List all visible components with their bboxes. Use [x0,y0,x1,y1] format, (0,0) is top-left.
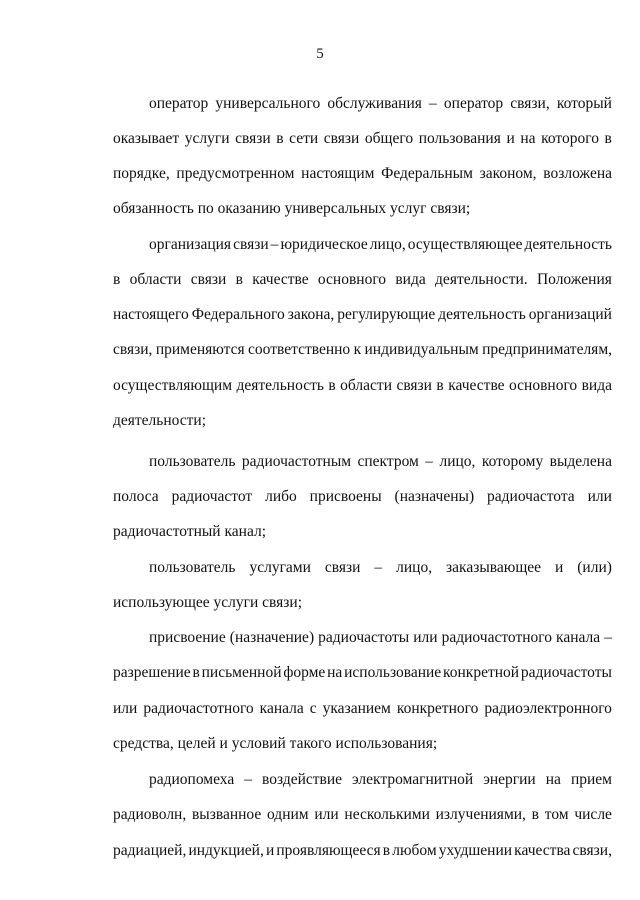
text-line: настоящего Федерального закона, регулирующие деятельность организаций [113,306,612,323]
page-number: 5 [316,46,324,62]
text-line: обязанность по оказанию универсальных услуг связи; [113,200,471,217]
text-line: пользователь услугами связи – лицо, заказывающее и (или) [149,559,612,576]
text-line: или радиочастотного канала с указанием конкретного радиоэлектронного [113,700,612,717]
text-line: средства, целей и условий такого использования; [113,735,438,752]
text-line: осуществляющим деятельность в области связи в качестве основного вида [113,377,612,394]
text-line: организация связи – юридическое лицо, осуществляющее деятельность [149,236,612,253]
text-line: порядке, предусмотренном настоящим Федеральным законом, возложена [113,165,612,182]
text-line: разрешение в письменной форме на использование конкретной радиочастоты [113,664,612,681]
text-line: использующее услуги связи; [113,594,303,611]
text-line: радиоволн, вызванное одним или несколькими излучениями, в том числе [113,806,612,823]
text-line: деятельности; [113,412,207,429]
text-line: пользователь радиочастотным спектром – лицо, которому выделена [149,453,612,470]
text-line: оператор универсального обслуживания – оператор связи, который [149,95,612,112]
text-line: в области связи в качестве основного вида деятельности. Положения [113,271,612,288]
text-line: оказывает услуги связи в сети связи общего пользования и на которого в [113,130,612,147]
text-line: полоса радиочастот либо присвоены (назначены) радиочастота или [113,488,612,505]
text-line: радиацией, индукцией, и проявляющееся в любом ухудшении качества связи, [113,842,612,859]
text-line: радиопомеха – воздействие электромагнитной энергии на прием [149,771,612,788]
text-line: связи, применяются соответственно к индивидуальным предпринимателям, [113,341,612,358]
text-line: радиочастотный канал; [113,523,267,540]
text-line: присвоение (назначение) радиочастоты или радиочастотного канала – [149,629,612,646]
